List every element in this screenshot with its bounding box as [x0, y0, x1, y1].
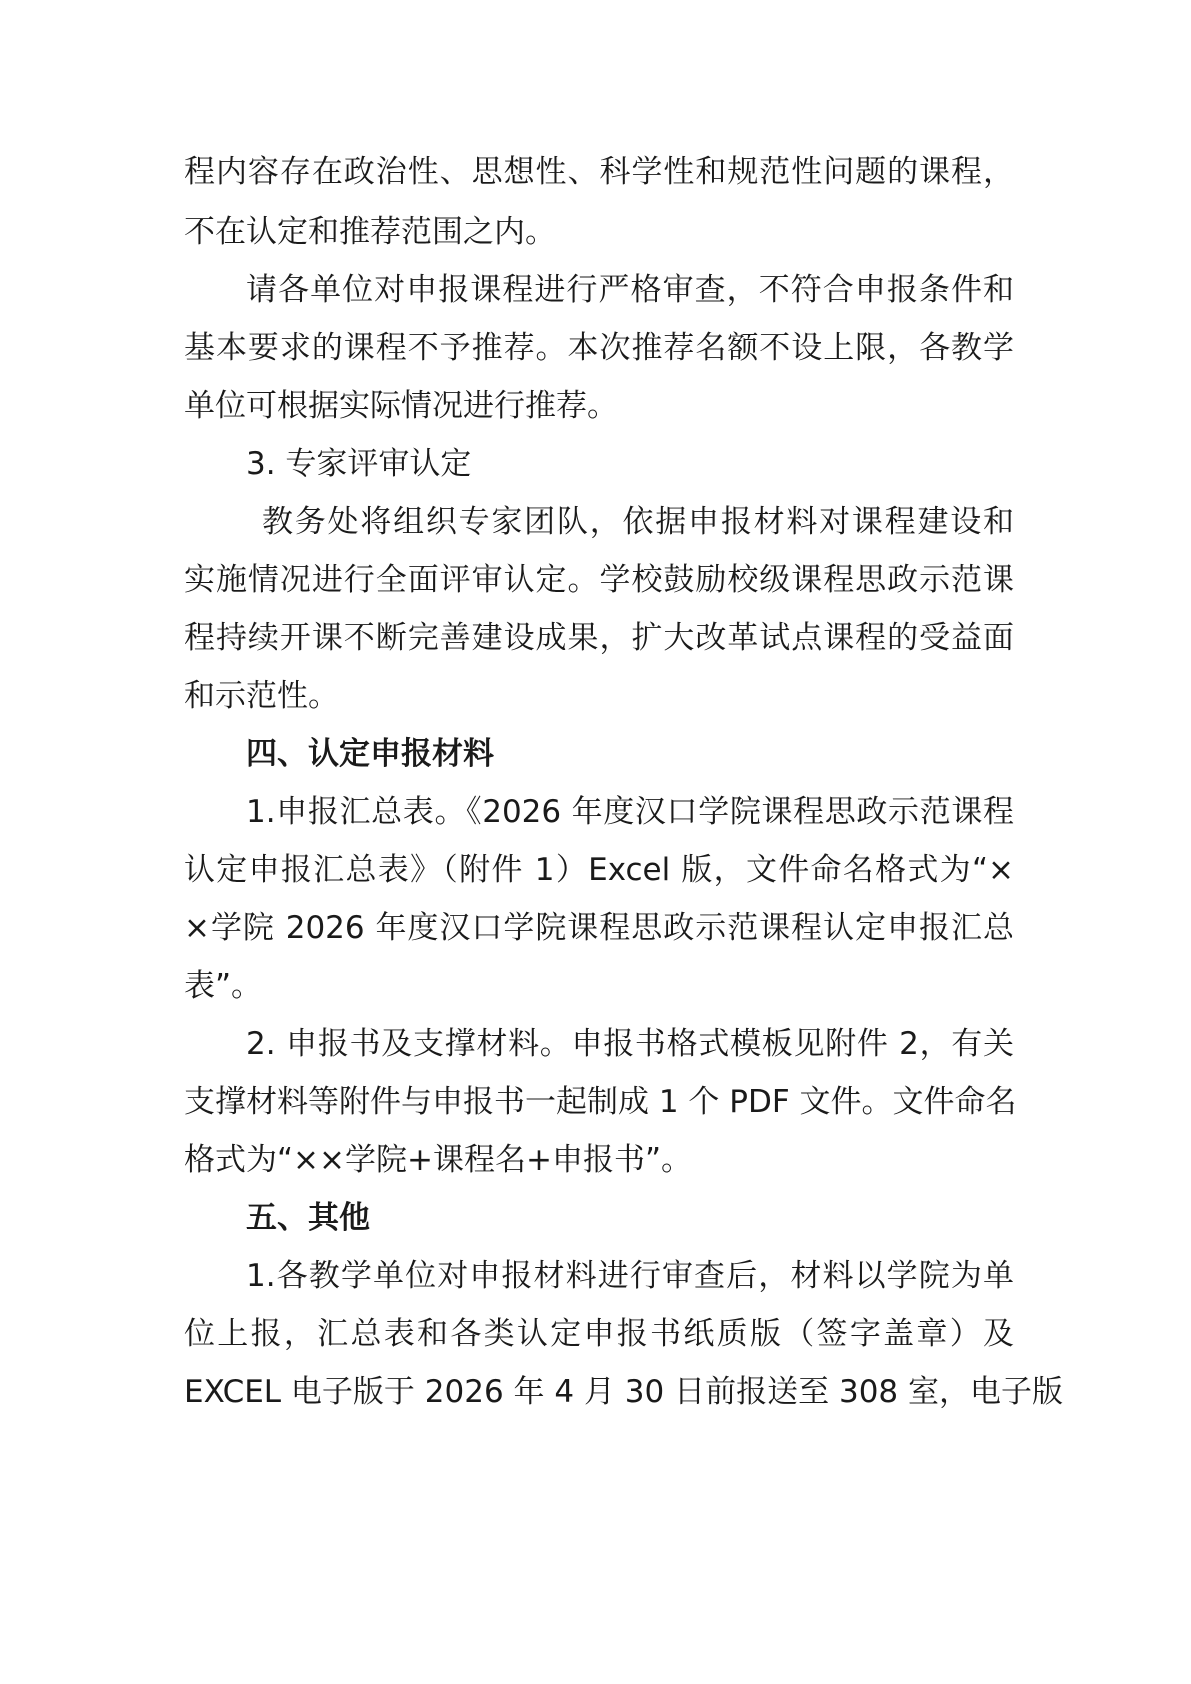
paragraph-line: 1.各教学单位对申报材料进行审查后，材料以学院为单 [246, 1258, 1014, 1294]
section-heading-other: 五、其他 [246, 1200, 370, 1236]
paragraph-line: 程持续开课不断完善建设成果，扩大改革试点课程的受益面 [184, 620, 1014, 656]
paragraph-line: 教务处将组织专家团队，依据申报材料对课程建设和 [262, 504, 1014, 540]
paragraph-line: 位上报，汇总表和各类认定申报书纸质版（签字盖章）及 [184, 1316, 1014, 1352]
paragraph-line: 表”。 [184, 968, 263, 1004]
paragraph-line: 支撑材料等附件与申报书一起制成 1 个 PDF 文件。文件命名 [184, 1084, 1017, 1120]
paragraph-line: 和示范性。 [184, 678, 339, 714]
paragraph-line: 基本要求的课程不予推荐。本次推荐名额不设上限，各教学 [184, 330, 1014, 366]
paragraph-line: 不在认定和推荐范围之内。 [184, 214, 556, 250]
subheading-expert-review: 3. 专家评审认定 [246, 446, 472, 482]
paragraph-line: 实施情况进行全面评审认定。学校鼓励校级课程思政示范课 [184, 562, 1014, 598]
paragraph-line: 1.申报汇总表。《2026 年度汉口学院课程思政示范课程 [246, 794, 1014, 830]
paragraph-line: 单位可根据实际情况进行推荐。 [184, 388, 618, 424]
section-heading-materials: 四、认定申报材料 [246, 736, 494, 772]
paragraph-line: 请各单位对申报课程进行严格审查，不符合申报条件和 [246, 272, 1014, 308]
paragraph-line: 格式为“××学院+课程名+申报书”。 [184, 1142, 693, 1178]
paragraph-line: 程内容存在政治性、思想性、科学性和规范性问题的课程， [184, 154, 1014, 190]
paragraph-line: 认定申报汇总表》（附件 1）Excel 版，文件命名格式为“× [184, 852, 1014, 888]
paragraph-line: ×学院 2026 年度汉口学院课程思政示范课程认定申报汇总 [184, 910, 1014, 946]
paragraph-line: 2. 申报书及支撑材料。申报书格式模板见附件 2，有关 [246, 1026, 1014, 1062]
paragraph-line: EXCEL 电子版于 2026 年 4 月 30 日前报送至 308 室，电子版 [184, 1374, 1063, 1410]
